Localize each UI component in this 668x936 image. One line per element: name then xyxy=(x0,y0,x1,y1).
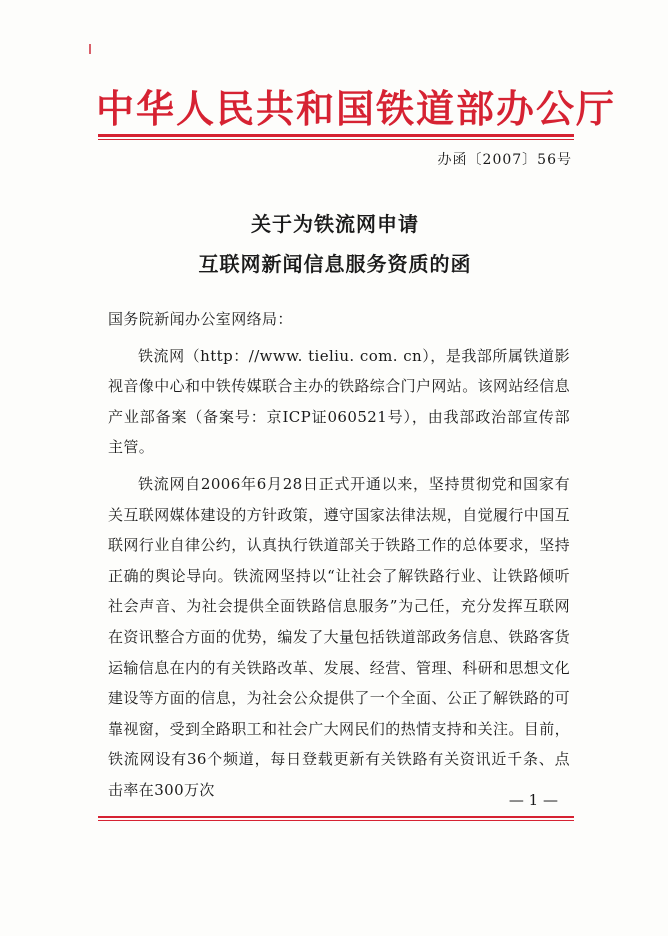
footer-red-rule-thick xyxy=(98,816,574,818)
header-red-rule-thick xyxy=(98,134,574,137)
document-title-line-2: 互联网新闻信息服务资质的函 xyxy=(198,252,472,276)
document-number: 办函〔2007〕56号 xyxy=(437,152,572,168)
document-title-line-1: 关于为铁流网申请 xyxy=(251,212,419,236)
header-red-rule-thin xyxy=(98,139,574,140)
issuing-authority-header: 中华人民共和国铁道部办公厅 xyxy=(96,86,617,131)
body-paragraph-2: 铁流网自2006年6月28日正式开通以来，坚持贯彻党和国家有关互联网媒体建设的方针政策，遵守国家法律法规，自觉履行中国互联网行业自律公约，认真执行铁道部关于铁路工作的总体要求，坚持正确的舆论导向。铁流网坚持以“让社会了解铁路行业、让铁路倾听社会声音、为社会提供全面铁路信息服务”为己任，充分发挥互联网在资讯整合方面的优势，编发了大量包括铁道部政务信息、铁路客货运输信息在内的有关铁路改革、发展、经营、管理、科研和思想文化建设等方面的信息，为社会公众提供了一个全面、公正了解铁路的可靠视窗，受到全路职工和社会广大网民们的热情支持和关注。目前，铁流网设有36个频道，每日登载更新有关铁路有关资讯近千条、点击率在300万次 xyxy=(108,474,571,799)
margin-mark xyxy=(89,44,91,54)
document-body xyxy=(108,304,570,806)
footer-red-rule-thin xyxy=(98,820,574,821)
addressee: 国务院新闻办公室网络局： xyxy=(108,310,293,328)
page-number: — 1 — xyxy=(508,791,558,809)
body-paragraph-1: 铁流网（http：//www. tieliu. com. cn），是我部所属铁道影视音像中心和中铁传媒联合主办的铁路综合门户网站。该网站经信息产业部备案（备案号：京ICP证060521号），由我部政治部宣传部主管。 xyxy=(108,346,571,457)
